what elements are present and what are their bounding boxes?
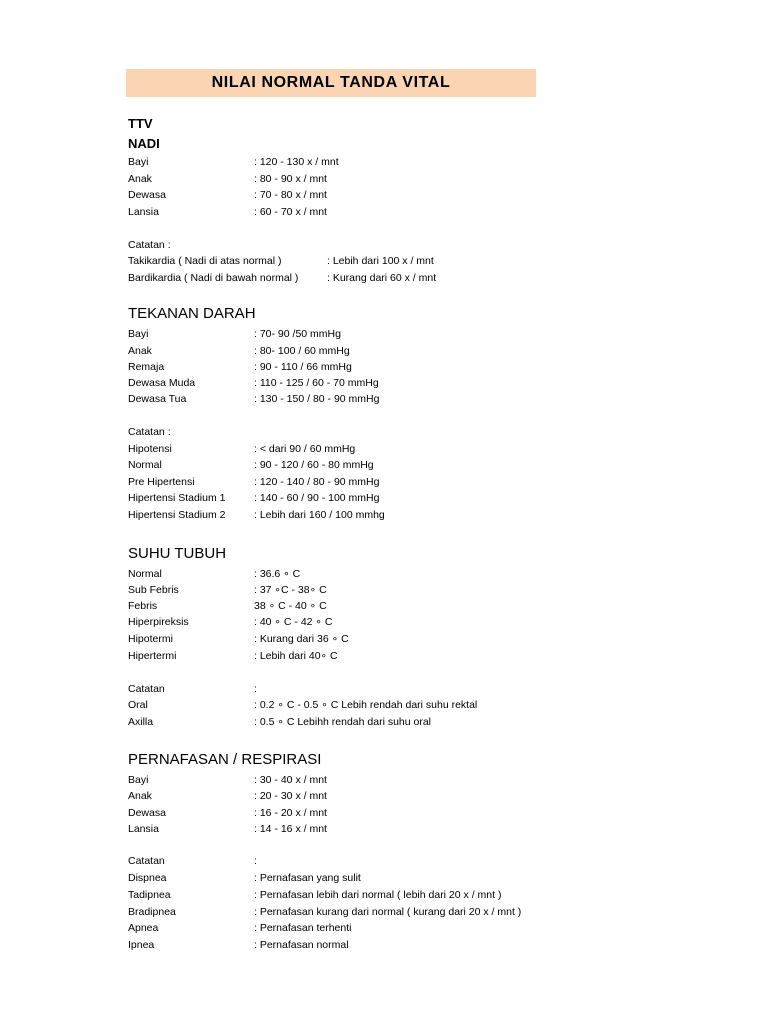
row-label: Lansia [128,823,159,835]
note-row-value: : Pernafasan terhenti [254,922,352,934]
row-label: Bayi [128,774,149,786]
row-value: : 16 - 20 x / mnt [254,807,327,819]
row-value: : 30 - 40 x / mnt [254,774,327,786]
row-value: : 80 - 90 x / mnt [254,173,327,185]
row-value: : 70- 90 /50 mmHg [254,328,341,340]
note-row-value: : 120 - 140 / 80 - 90 mmHg [254,476,380,488]
row-label: Hipotermi [128,633,173,645]
row-value: : 40 ∘ C - 42 ∘ C [254,616,333,628]
note-row-label: Bradipnea [128,906,176,918]
note-colon: : [254,683,257,695]
row-label: Hipertermi [128,650,177,662]
row-value: : Lebih dari 40∘ C [254,650,338,662]
note-row-label: Bardikardia ( Nadi di bawah normal ) [128,272,299,284]
row-value: : 90 - 110 / 66 mmHg [254,361,352,373]
row-label: Hiperpireksis [128,616,189,628]
row-label: Remaja [128,361,165,373]
row-label: Dewasa Tua [128,393,187,405]
note-row-value: : 0.5 ∘ C Lebihh rendah dari suhu oral [254,716,432,728]
section-heading-tekanan-darah: TEKANAN DARAH [128,305,256,322]
note-row-label: Pre Hipertensi [128,476,195,488]
section-heading-suhu-tubuh: SUHU TUBUH [128,545,227,562]
row-label: Febris [128,600,158,612]
section-heading-pernafasan: PERNAFASAN / RESPIRASI [128,751,322,768]
row-value: : 80- 100 / 60 mmHg [254,345,350,357]
row-label: Dewasa [128,189,166,201]
note-row-value: : Lebih dari 160 / 100 mmhg [254,509,385,521]
ttv-label: TTV [128,116,153,131]
row-label: Bayi [128,328,149,340]
row-label: Lansia [128,206,159,218]
section-heading-nadi: NADI [128,136,160,151]
note-label: Catatan [128,855,165,867]
row-label: Bayi [128,156,149,168]
row-value: : 60 - 70 x / mnt [254,206,327,218]
note-row-value: : Lebih dari 100 x / mnt [327,255,434,267]
note-row-value: : Pernafasan normal [254,939,349,951]
note-label: Catatan : [128,426,171,438]
row-label: Dewasa [128,807,166,819]
note-label: Catatan [128,683,165,695]
row-value: 38 ∘ C - 40 ∘ C [254,600,327,612]
note-row-label: Axilla [128,716,154,728]
note-row-label: Apnea [128,922,159,934]
note-row-label: Hipertensi Stadium 2 [128,509,226,521]
row-value: : Kurang dari 36 ∘ C [254,633,349,645]
note-row-label: Tadipnea [128,889,171,901]
note-row-value: : 140 - 60 / 90 - 100 mmHg [254,492,380,504]
note-row-value: : < dari 90 / 60 mmHg [254,443,356,455]
row-value: : 70 - 80 x / mnt [254,189,327,201]
row-value: : 20 - 30 x / mnt [254,790,327,802]
row-label: Anak [128,173,152,185]
note-row-value: : 0.2 ∘ C - 0.5 ∘ C Lebih rendah dari suhu rektal [254,699,478,711]
note-row-label: Takikardia ( Nadi di atas normal ) [128,255,282,267]
row-label: Normal [128,568,162,580]
note-colon: : [254,855,257,867]
row-value: : 36.6 ∘ C [254,568,301,580]
note-row-value: : 90 - 120 / 60 - 80 mmHg [254,459,374,471]
row-label: Anak [128,790,152,802]
note-row-value: : Pernafasan lebih dari normal ( lebih dari 20 x / mnt ) [254,889,502,901]
note-row-value: : Pernafasan kurang dari normal ( kurang dari 20 x / mnt ) [254,906,522,918]
page-title: NILAI NORMAL TANDA VITAL [211,74,451,91]
row-value: : 130 - 150 / 80 - 90 mmHg [254,393,380,405]
row-label: Anak [128,345,152,357]
note-row-label: Hipertensi Stadium 1 [128,492,226,504]
note-row-value: : Pernafasan yang sulit [254,872,361,884]
row-value: : 120 - 130 x / mnt [254,156,339,168]
note-row-label: Hipotensi [128,443,172,455]
note-row-label: Normal [128,459,162,471]
title-banner [126,69,536,97]
row-value: : 14 - 16 x / mnt [254,823,327,835]
row-value: : 110 - 125 / 60 - 70 mmHg [254,377,379,389]
note-row-label: Oral [128,699,148,711]
note-row-value: : Kurang dari 60 x / mnt [327,272,437,284]
row-value: : 37 ∘C - 38∘ C [254,584,327,596]
note-row-label: Dispnea [128,872,167,884]
row-label: Dewasa Muda [128,377,196,389]
row-label: Sub Febris [128,584,179,596]
note-row-label: Ipnea [128,939,155,951]
note-label: Catatan : [128,239,171,251]
